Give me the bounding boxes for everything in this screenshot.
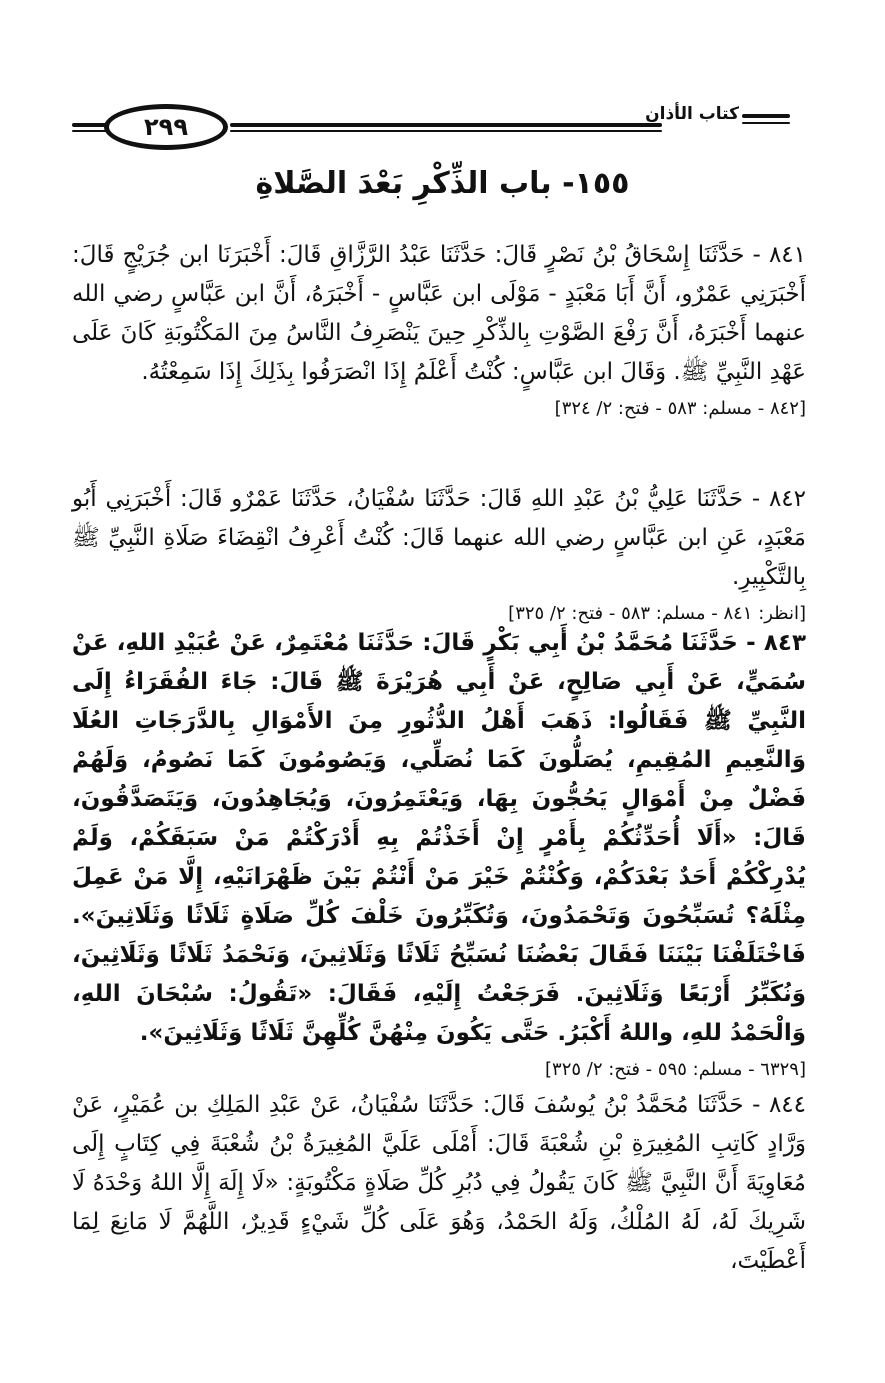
chapter-title: ١٥٥- باب الذِّكْرِ بَعْدَ الصَّلاةِ (255, 166, 630, 201)
hadith-reference: [٨٤٢ - مسلم: ٥٨٣ - فتح: ٢/ ٣٢٤] (554, 398, 806, 419)
hadith-text: ٨٤٣ - حَدَّثَنَا مُحَمَّدُ بْنُ أَبِي بَكْرٍ قَالَ: حَدَّثَنَا مُعْتَمِرٌ، عَنْ عُبَيْدِ اللهِ، عَنْ سُمَيٍّ، عَنْ أَبِي صَالِحٍ، عَنْ أَبِي هُرَيْرَةَ ﷺ قَالَ: جَاءَ الفُقَرَاءُ إِلَى النَّبِيِّ ﷺ فَقَالُوا: ذَهَبَ أَهْلُ الدُّثُورِ مِنَ الأَمْوَالِ بِالدَّرَجَاتِ العُلَا وَالنَّعِيمِ المُقِيمِ، يُصَلُّونَ كَمَا نُصَلِّي، وَيَصُومُونَ كَمَا نَصُومُ، وَلَهُمْ فَضْلٌ مِنْ أَمْوَالٍ يَحُجُّونَ بِهَا، وَيَعْتَمِرُونَ، وَيُجَاهِدُونَ، وَيَتَصَدَّقُونَ، قَالَ: «أَلَا أُحَدِّثُكُمْ بِأَمْرٍ إِنْ أَخَذْتُمْ بِهِ أَدْرَكْتُمْ مَنْ سَبَقَكُمْ، وَلَمْ يُدْرِكْكُمْ أَحَدٌ بَعْدَكُمْ، وَكُنْتُمْ خَيْرَ مَنْ أَنْتُمْ بَيْنَ ظَهْرَانَيْهِ، إِلَّا مَنْ عَمِلَ مِثْلَهُ؟ تُسَبِّحُونَ وَتَحْمَدُونَ، وَتُكَبِّرُونَ خَلْفَ كُلِّ صَلَاةٍ ثَلَاثًا وَثَلَاثِينَ». فَاخْتَلَفْنَا بَيْنَنَا فَقَالَ بَعْضُنَا نُسَبِّحُ ثَلَاثًا وَثَلَاثِينَ، وَنَحْمَدُ ثَلَاثًا وَثَلَاثِينَ، وَنُكَبِّرُ أَرْبَعًا وَثَلَاثِينَ. فَرَجَعْتُ إِلَيْهِ، فَقَالَ: «تَقُولُ: سُبْحَانَ اللهِ، وَالْحَمْدُ للهِ، واللهُ أَكْبَرُ. حَتَّى يَكُونَ مِنْهُنَّ كُلِّهِنَّ ثَلَاثًا وَثَلَاثِينَ». (72, 630, 806, 1046)
hadith-844 (72, 1086, 806, 1281)
hadith-text: ٨٤٤ - حَدَّثَنَا مُحَمَّدُ بْنُ يُوسُفَ قَالَ: حَدَّثَنَا سُفْيَانُ، عَنْ عَبْدِ المَلِكِ بن عُمَيْرٍ، عَنْ وَرَّادٍ كَاتِبِ المُغِيرَةِ بْنِ شُعْبَةَ قَالَ: أَمْلَى عَلَيَّ المُغِيرَةُ بْنُ شُعْبَةَ فِي كِتَابٍ إِلَى مُعَاوِيَةَ أَنَّ النَّبِيَّ ﷺ كَانَ يَقُولُ فِي دُبُرِ كُلِّ صَلَاةٍ مَكْتُوبَةٍ: «لَا إِلَهَ إِلَّا اللهُ وَحْدَهُ لَا شَرِيكَ لَهُ، لَهُ المُلْكُ، وَلَهُ الحَمْدُ، وَهُوَ عَلَى كُلِّ شَيْءٍ قَدِيرٌ، اللَّهُمَّ لَا مَانِعَ لِمَا أَعْطَيْتَ، (72, 1092, 806, 1274)
page-header (62, 98, 797, 160)
page-number: ٢٩٩ (104, 104, 228, 150)
header-rule-right-thin (742, 122, 790, 124)
hadith-843 (72, 624, 806, 1085)
hadith-841 (72, 236, 806, 424)
header-rule-right (742, 114, 790, 118)
book-title: كتاب الأذان (645, 104, 739, 124)
hadith-text: ٨٤٢ - حَدَّثَنَا عَلِيُّ بْنُ عَبْدِ اللهِ قَالَ: حَدَّثَنَا سُفْيَانُ، حَدَّثَنَا عَمْرٌو قَالَ: أَخْبَرَنِي أَبُو مَعْبَدٍ، عَنِ ابن عَبَّاسٍ رضي الله عنهما قَالَ: كُنْتُ أَعْرِفُ انْقِضَاءَ صَلَاةِ النَّبِيِّ ﷺ بِالتَّكْبِيرِ. (72, 486, 806, 590)
header-rule-middle (230, 123, 662, 127)
hadith-842 (72, 480, 806, 629)
hadith-reference: [٦٣٢٩ - مسلم: ٥٩٥ - فتح: ٢/ ٣٢٥] (545, 1059, 806, 1080)
header-rule-middle-thin (230, 130, 662, 132)
hadith-text: ٨٤١ - حَدَّثَنَا إِسْحَاقُ بْنُ نَصْرٍ قَالَ: حَدَّثَنَا عَبْدُ الرَّزَّاقِ قَالَ: أَخْبَرَنَا ابن جُرَيْجٍ قَالَ: أَخْبَرَنِي عَمْرٌو، أَنَّ أَبَا مَعْبَدٍ - مَوْلَى ابن عَبَّاسٍ - أَخْبَرَهُ، أَنَّ ابن عَبَّاسٍ رضي الله عنهما أَخْبَرَهُ، أَنَّ رَفْعَ الصَّوْتِ بِالذِّكْرِ حِينَ يَنْصَرِفُ النَّاسُ مِنَ المَكْتُوبَةِ كَانَ عَلَى عَهْدِ النَّبِيِّ ﷺ. وَقَالَ ابن عَبَّاسٍ: كُنْتُ أَعْلَمُ إِذَا انْصَرَفُوا بِذَلِكَ إِذَا سَمِعْتُهُ. (72, 242, 806, 385)
hadith-reference: [انظر: ٨٤١ - مسلم: ٥٨٣ - فتح: ٢/ ٣٢٥] (508, 603, 806, 624)
